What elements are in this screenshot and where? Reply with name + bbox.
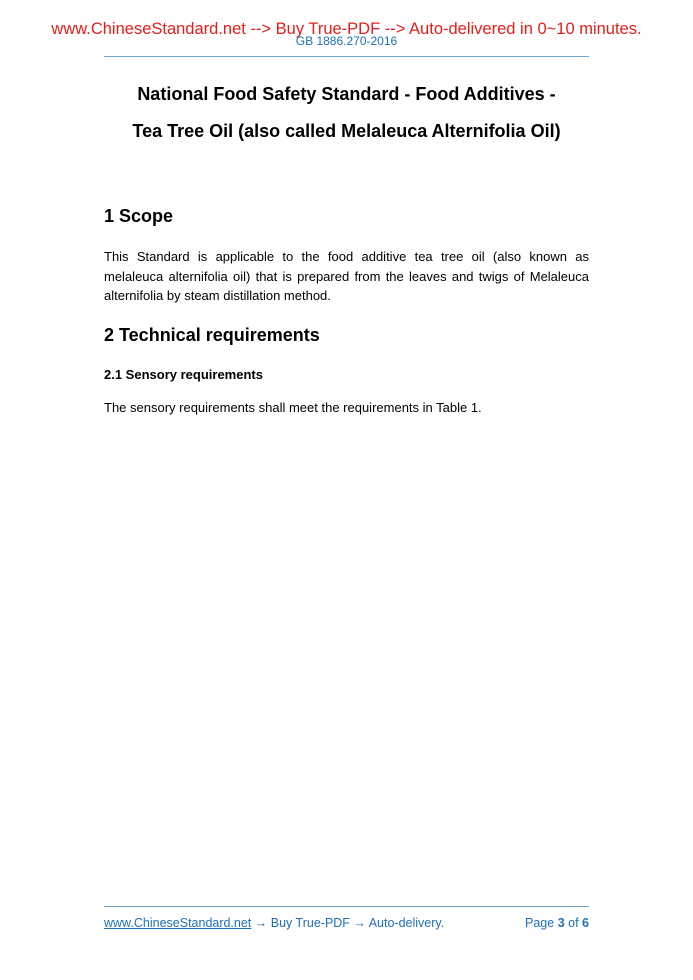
section-heading-scope: 1 Scope — [104, 206, 174, 226]
page-current: 3 — [557, 916, 565, 930]
footer-divider — [104, 906, 589, 907]
header-divider — [104, 56, 589, 57]
subsection-heading-sensory: 2.1 Sensory requirements — [104, 367, 263, 382]
page-total: 6 — [582, 916, 589, 930]
document-title-line-1: National Food Safety Standard - Food Additives - — [137, 84, 556, 104]
page-of: of — [568, 916, 579, 930]
standard-code: GB 1886.270-2016 — [295, 34, 398, 48]
sensory-paragraph: The sensory requirements shall meet the requirements in Table 1. — [104, 400, 482, 415]
document-title-line-2: Tea Tree Oil (also called Melaleuca Alternifolia Oil) — [132, 121, 561, 141]
footer-site-link[interactable]: www.ChineseStandard.net — [104, 916, 252, 930]
promo-banner[interactable]: www.ChineseStandard.net --> Buy True-PDF --> Auto-delivered in 0~10 minutes. — [51, 20, 642, 38]
footer-promo-tail: → Buy True-PDF → Auto-delivery. — [251, 916, 445, 930]
page-indicator — [525, 915, 589, 931]
page-label: Page — [525, 916, 555, 930]
section-heading-technical-requirements: 2 Technical requirements — [104, 325, 320, 345]
footer-promo — [104, 915, 444, 931]
scope-paragraph: This Standard is applicable to the food additive tea tree oil (also known as melaleuca alternifolia oil) that is prepared from the leaves and twigs of Melaleuca alternifolia by steam distillation method. — [104, 249, 589, 303]
